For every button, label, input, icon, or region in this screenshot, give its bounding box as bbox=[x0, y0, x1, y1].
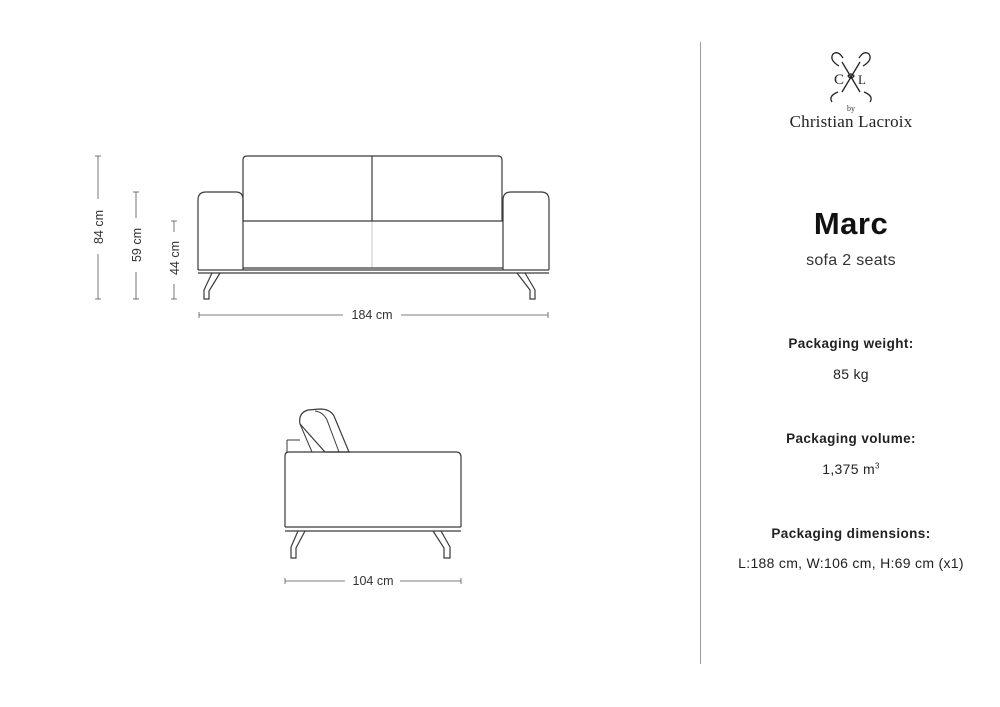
front-back-cushion-left bbox=[243, 156, 372, 221]
sofa-side-view bbox=[285, 409, 461, 558]
front-right-leg bbox=[517, 273, 535, 299]
side-body bbox=[285, 452, 461, 527]
side-back-leg bbox=[433, 531, 450, 558]
front-right-arm bbox=[503, 192, 549, 270]
dimension-back-height: 59 cm bbox=[130, 227, 144, 263]
side-front-leg bbox=[291, 531, 305, 558]
brand-by: by bbox=[847, 104, 855, 113]
front-left-arm bbox=[198, 192, 243, 270]
packaging-weight-label: Packaging weight: bbox=[788, 336, 914, 351]
dimension-seat-height: 44 cm bbox=[168, 240, 182, 276]
svg-text:L: L bbox=[858, 72, 866, 87]
front-back-cushion-right bbox=[372, 156, 502, 221]
product-name: Marc bbox=[813, 206, 889, 241]
brand-logo-icon bbox=[702, 52, 1000, 104]
dimension-total-height: 84 cm bbox=[92, 209, 106, 245]
packaging-volume-unit: 3 bbox=[874, 461, 880, 471]
product-subtitle: sofa 2 seats bbox=[806, 252, 896, 269]
packaging-volume-value bbox=[702, 461, 1000, 477]
packaging-dimensions-value: L:188 cm, W:106 cm, H:69 cm (x1) bbox=[738, 555, 964, 571]
dimension-width: 184 cm bbox=[351, 308, 393, 322]
front-dimension-lines bbox=[95, 156, 548, 318]
packaging-volume-label: Packaging volume: bbox=[786, 431, 916, 446]
packaging-weight-value: 85 kg bbox=[833, 366, 869, 382]
svg-text:C: C bbox=[834, 72, 845, 88]
front-left-leg bbox=[204, 273, 220, 299]
divider-line bbox=[700, 42, 701, 664]
info-panel bbox=[702, 0, 1000, 707]
sofa-front-view bbox=[198, 156, 549, 299]
packaging-dimensions-label: Packaging dimensions: bbox=[771, 526, 931, 541]
dimension-depth: 104 cm bbox=[352, 574, 394, 588]
packaging-volume-number: 1,375 m bbox=[822, 461, 875, 477]
brand-name: Christian Lacroix bbox=[789, 112, 913, 131]
